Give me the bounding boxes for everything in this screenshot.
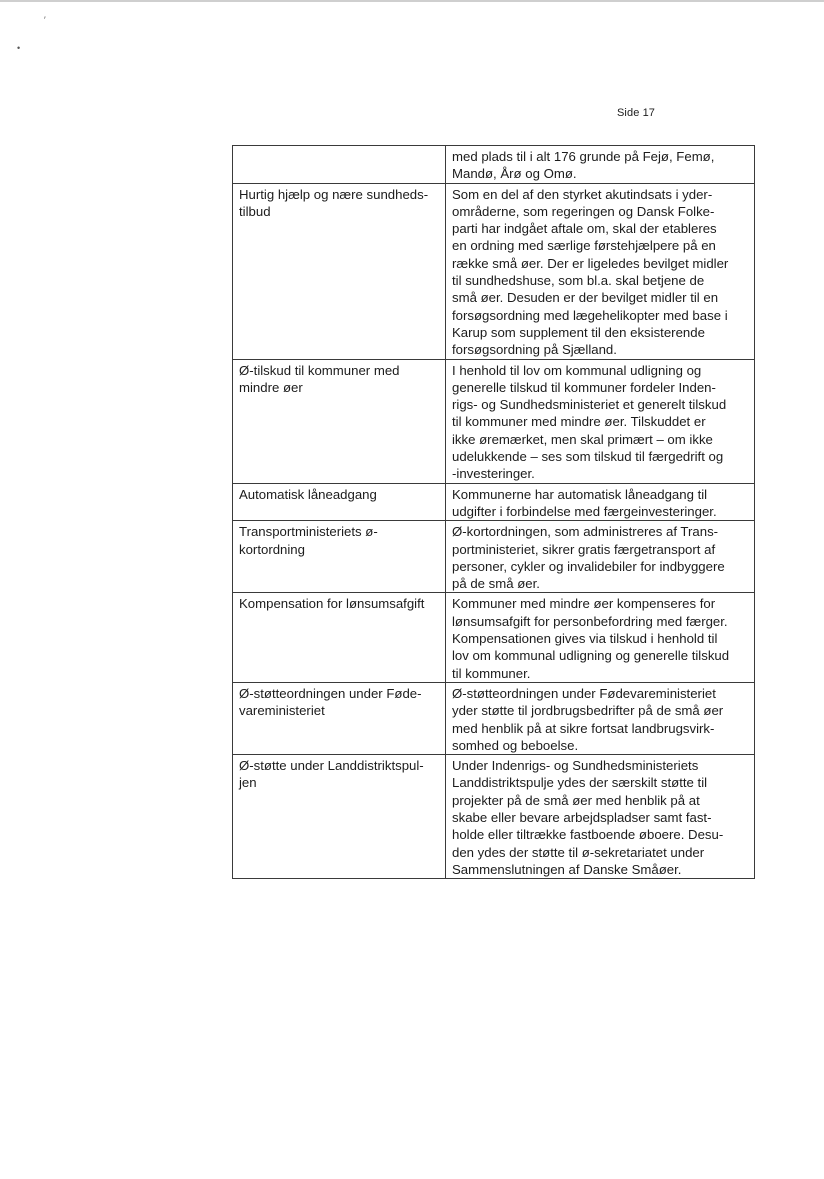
scheme-description-cell [446, 146, 755, 184]
scheme-name-cell [233, 682, 446, 754]
scheme-name: Automatisk låneadgang [239, 486, 377, 502]
scheme-description: I henhold til lov om kommunal udligning og generelle tilskud til kommuner fordeler Inden- rigs- og Sundhedsministeriet et generelt tilskud til kommuner med mindre øer. Tilskuddet er ikke øremærket, men skal primært – om ikke udelukkende – ses som tilskud til færgedrift og -investeringer. [452, 362, 727, 482]
scheme-description: Under Indenrigs- og Sundhedsministeriets Landdistriktspulje ydes der særskilt støtte til projekter på de små øer med henblik på at skabe eller bevare arbejdspladser samt fast- holde eller tiltrække fastboende øboere. Desu- den ydes der støtte til ø-sekretariatet under Sammenslutningen af Danske Småøer. [452, 758, 724, 877]
table-row [233, 183, 755, 359]
scheme-description: med plads til i alt 176 grunde på Fejø, Femø, Mandø, Årø og Omø. [452, 149, 715, 182]
island-support-table [232, 145, 755, 879]
scheme-name: Transportministeriets ø- kortordning [239, 524, 378, 557]
scheme-name: Kompensation for lønsumsafgift [239, 596, 425, 612]
scheme-description: Kommunerne har automatisk låneadgang til udgifter i forbindelse med færgeinvesteringer. [452, 486, 717, 519]
scheme-name-cell [233, 593, 446, 682]
page-number: Side 17 [617, 107, 656, 119]
table-row [233, 521, 755, 593]
scheme-description-cell [446, 755, 755, 879]
scheme-description-cell [446, 593, 755, 682]
scheme-name-cell [233, 183, 446, 359]
scheme-description: Kommuner med mindre øer kompenseres for lønsumsafgift for personbefordring med færger. Kompensationen gives via tilskud i henhold til lov om kommunal udligning og generelle tilskud til kommuner. [452, 596, 730, 681]
table-row [233, 483, 755, 521]
page-top-edge [0, 0, 824, 2]
scheme-name: Ø-støtte under Landdistriktspul- jen [239, 758, 424, 791]
scheme-name-cell [233, 755, 446, 879]
scheme-description-cell [446, 521, 755, 593]
scheme-name-cell [233, 483, 446, 521]
scheme-name-cell [233, 521, 446, 593]
scheme-description: Som en del af den styrket akutindsats i yder- områderne, som regeringen og Dansk Folke- parti har indgået aftale om, skal der etableres en ordning med særlige førstehjælpere på en række små øer. Der er ligeledes bevilget midler til sundhedshuse, som bl.a. skal betjene de små øer. Desuden er der bevilget midler til en forsøgsordning med lægehelikopter med base i Karup som supplement til den eksisterende forsøgsordning på Sjælland. [452, 186, 729, 358]
table-row [233, 593, 755, 682]
table-row [233, 682, 755, 754]
scheme-description: Ø-støtteordningen under Fødevareministeriet yder støtte til jordbrugsbedrifter på de små øer med henblik på at sikre fortsat landbrugsvirk- somhed og beboelse. [452, 685, 724, 753]
table-row [233, 755, 755, 879]
scheme-description-cell [446, 483, 755, 521]
scheme-name-cell [233, 359, 446, 483]
table-row [233, 146, 755, 184]
scheme-description-cell [446, 183, 755, 359]
scheme-name-cell [233, 146, 446, 184]
scheme-description-cell [446, 359, 755, 483]
table-row [233, 359, 755, 483]
scheme-name: Ø-støtteordningen under Føde- vareministeriet [239, 685, 422, 719]
scheme-description-cell [446, 682, 755, 754]
scan-mark: ′ [44, 15, 46, 25]
scheme-description: Ø-kortordningen, som administreres af Trans- portministeriet, sikrer gratis færgetransport af personer, cykler og invalidebiler for indbyggere på de små øer. [452, 524, 725, 592]
scheme-name: Ø-tilskud til kommuner med mindre øer [239, 362, 400, 395]
scan-mark: • [17, 43, 21, 53]
scheme-name: Hurtig hjælp og nære sundheds- tilbud [239, 186, 429, 219]
